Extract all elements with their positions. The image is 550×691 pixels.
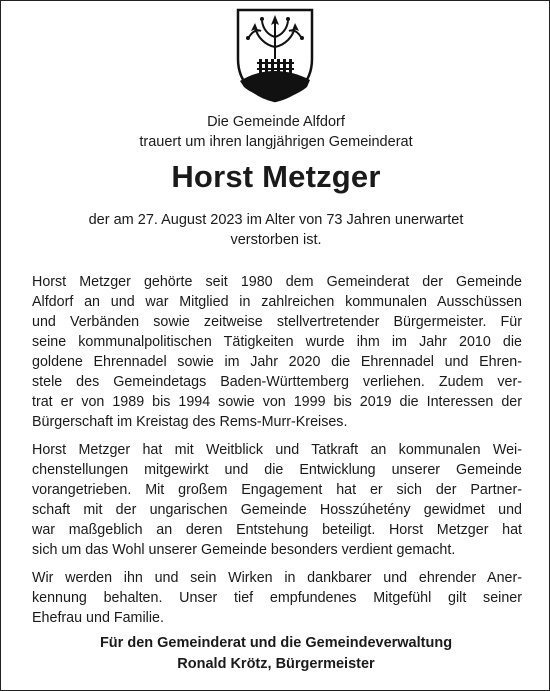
text-line: war maßgeblich an deren Entstehung beteiligt. Horst Metzger hat	[32, 522, 522, 538]
text-line: Ehefrau und Familie.	[32, 610, 164, 626]
text-line: sich um das Wohl unserer Gemeinde besonders verdient gemacht.	[32, 542, 456, 558]
text-line: Bürgerschaft im Kreistag des Rems-Murr-Kreises.	[32, 414, 348, 430]
obituary-body	[32, 272, 522, 636]
text-line: Horst Metzger gehörte seit 1980 dem Gemeinderat der Gemeinde	[32, 274, 522, 290]
paragraph-merits	[32, 440, 522, 560]
text-line: Horst Metzger hat mit Weitblick und Tatkraft an kommunalen Wei-	[32, 442, 522, 458]
mourning-header	[1, 112, 550, 152]
signature-line-1: Für den Gemeinderat und die Gemeindeverwaltung	[99, 635, 453, 651]
text-line: chenstellungen mitgewirkt und die Entwicklung unserer Gemeinde	[32, 462, 522, 478]
paragraph-career	[32, 272, 522, 432]
text-line: kennung behalten. Unser tief empfundenes Mitgefühl gilt seiner	[32, 590, 522, 606]
text-line: stele des Gemeindetags Baden-Württemberg verliehen. Zudem ver-	[32, 374, 522, 390]
paragraph-condolence	[32, 568, 522, 628]
text-line: goldene Ehrennadel sowie im Jahr 2020 die Ehrennadel und Ehren-	[32, 354, 522, 370]
death-line-1: der am 27. August 2023 im Alter von 73 Jahren unerwartet	[88, 212, 464, 228]
text-line: schaft mit der ungarischen Gemeinde Hosszúhetény gewidmet und	[32, 502, 522, 518]
death-notice	[1, 210, 550, 250]
text-line: vorangetrieben. Mit großem Engagement hat er sich der Partner-	[32, 482, 522, 498]
text-line: Wir werden ihn und sein Wirken in dankbarer und ehrender Aner-	[32, 570, 522, 586]
signature-block	[1, 633, 550, 675]
death-line-2: verstorben ist.	[230, 232, 322, 248]
text-line: Alfdorf an und war Mitglied in zahlreichen kommunalen Ausschüssen	[32, 294, 522, 310]
mourning-line: trauert um ihren langjährigen Gemeinderat	[139, 134, 413, 150]
text-line: und Verbänden sowie zeitweise stellvertretender Bürgermeister. Für	[32, 314, 522, 330]
municipality-line: Die Gemeinde Alfdorf	[207, 114, 345, 130]
text-line: trat er von 1989 bis 1994 sowie von 1999 bis 2019 die Interessen der	[32, 394, 522, 410]
signature-line-2: Ronald Krötz, Bürgermeister	[177, 656, 375, 672]
deceased-name: Horst Metzger	[171, 159, 381, 194]
text-line: seine kommunalpolitischen Tätigkeiten wurde ihm im Jahr 2010 die	[32, 334, 522, 350]
coat-of-arms-icon	[235, 7, 315, 103]
